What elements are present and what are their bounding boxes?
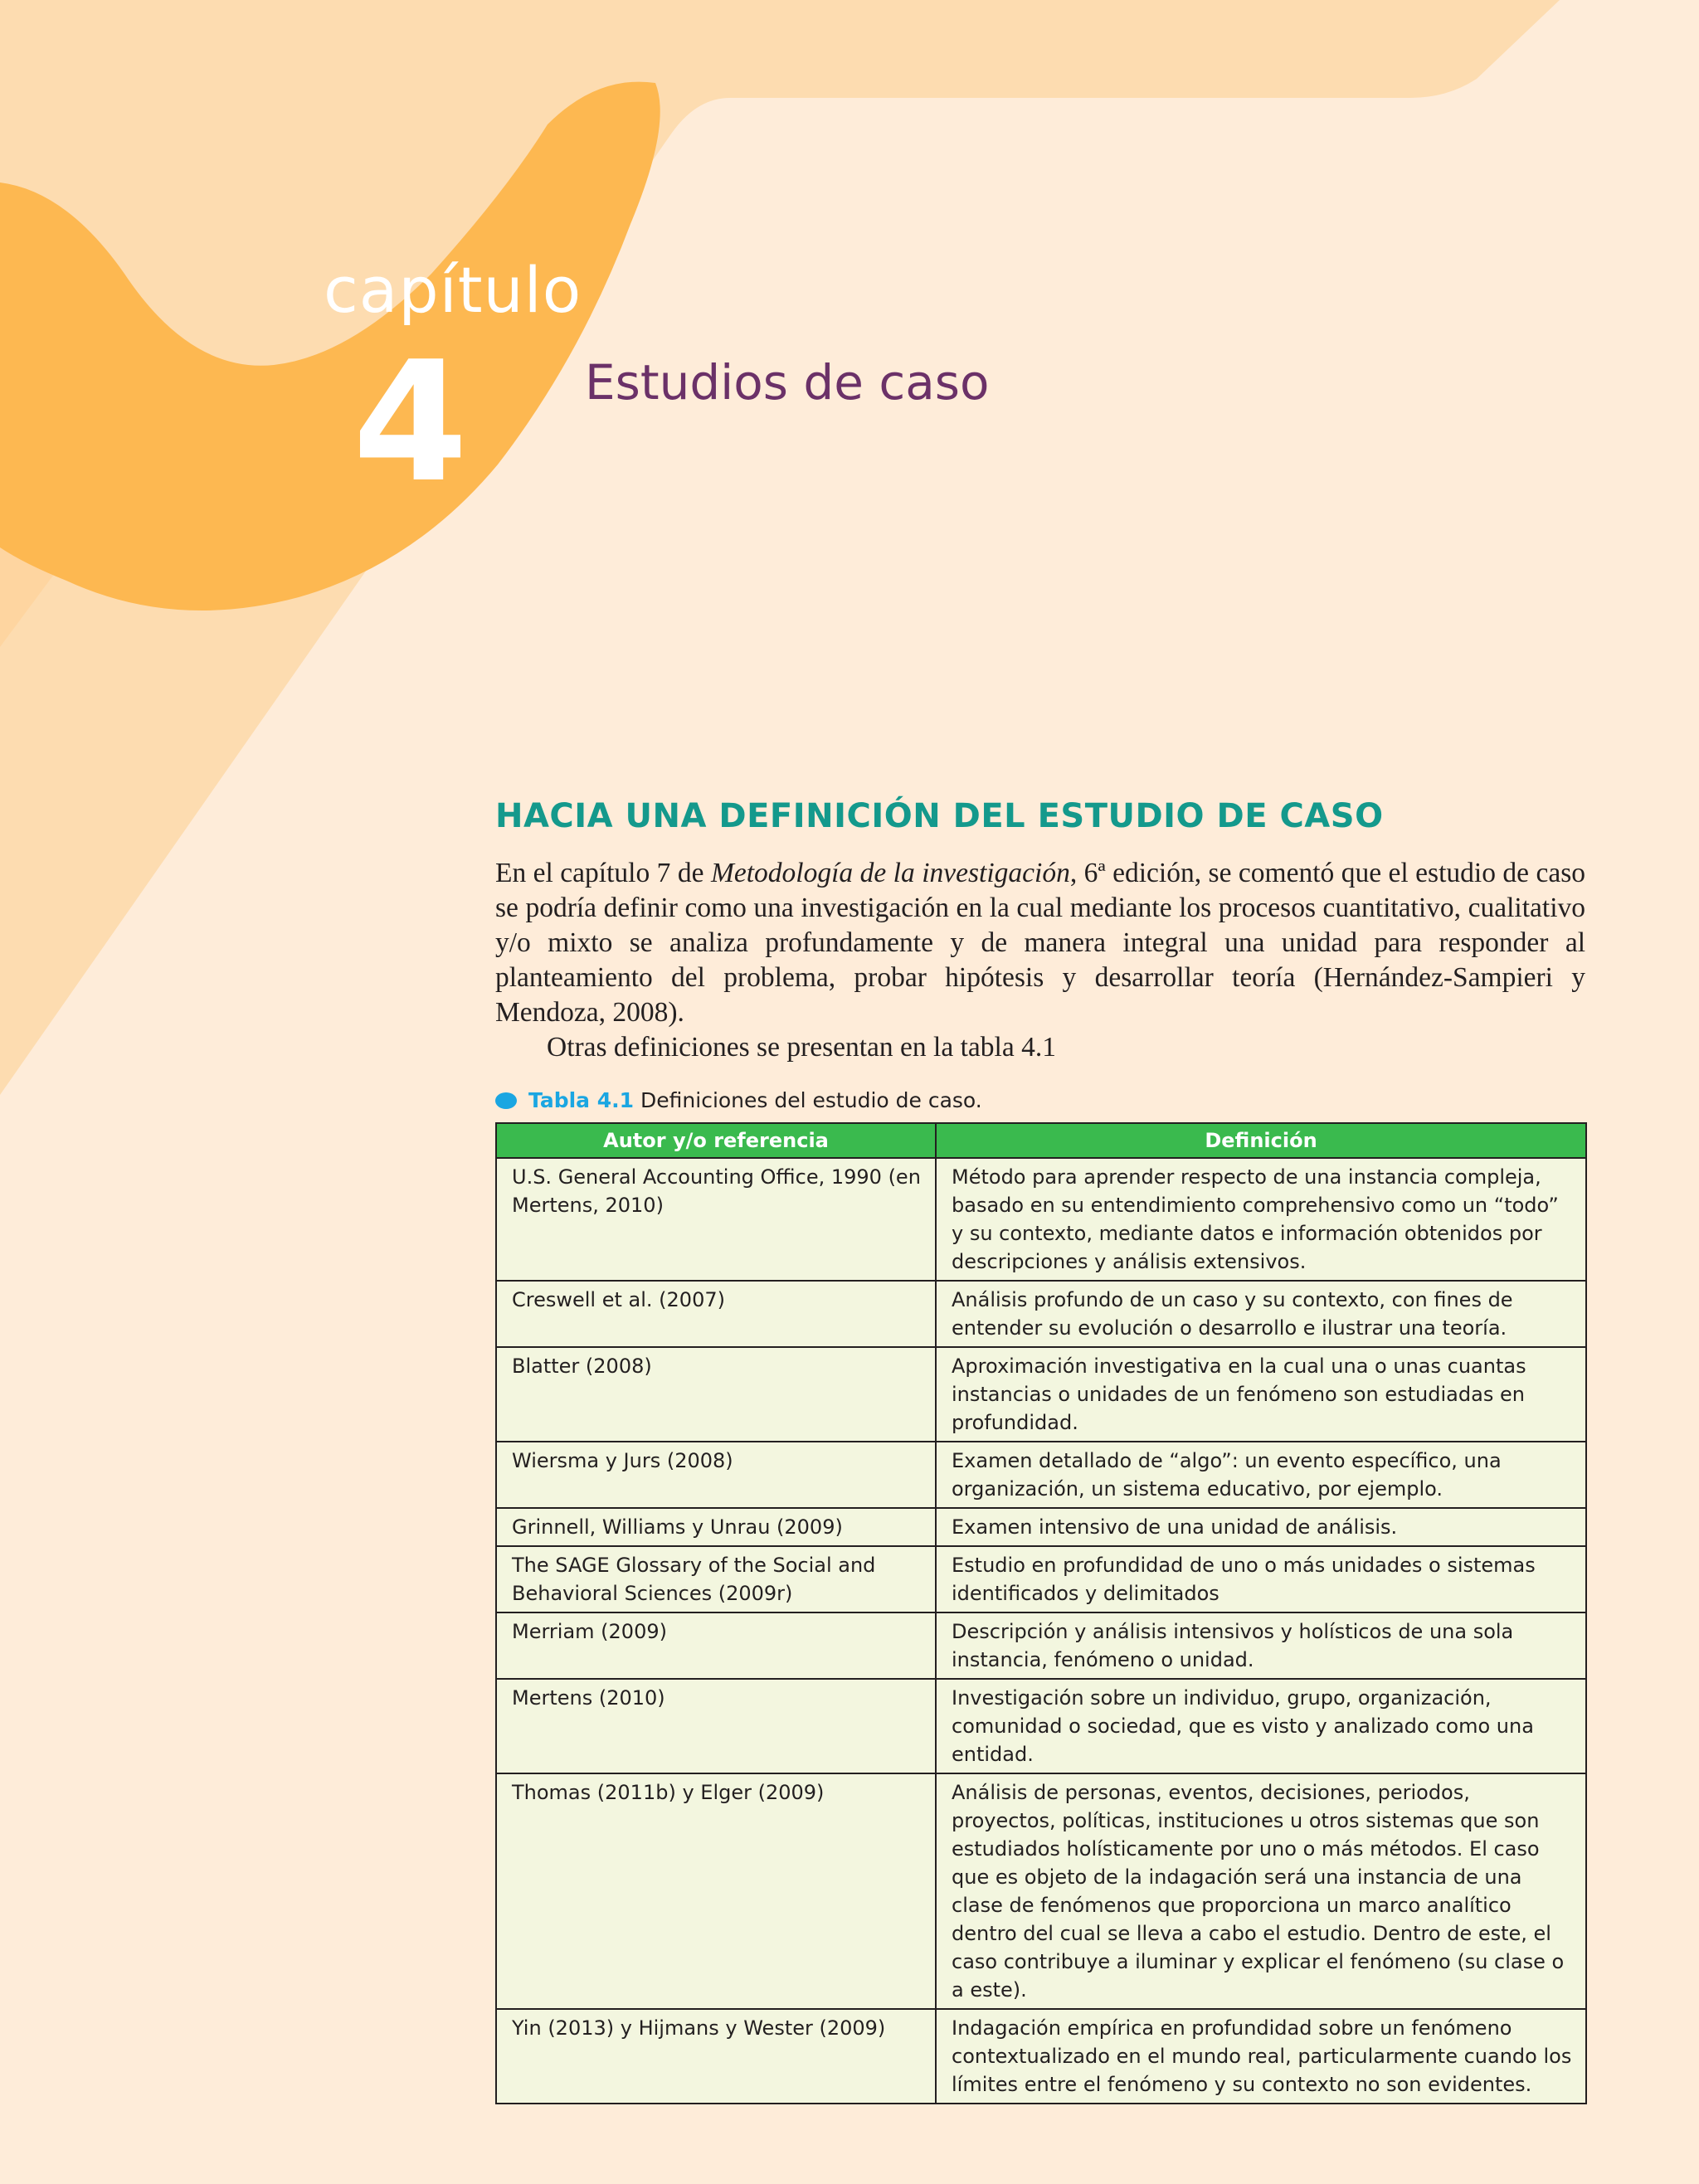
book-title: Metodología de la investigación	[710, 858, 1070, 888]
author-cell: Mertens (2010)	[496, 1679, 936, 1773]
table-row	[496, 1679, 1586, 1773]
definition-cell: Análisis de personas, eventos, decisiones, periodos, proyectos, políticas, instituciones u otros sistemas que son estudiados holísticamente por uno o más métodos. El caso que es objeto de la indagación será una instancia de una clase de fenómenos que proporciona un marco analítico dentro del cual se lleva a cabo el estudio. Dentro de este, el caso contribuye a iluminar y explicar el fenómeno (su clase o a este).	[936, 1773, 1586, 2009]
definition-cell: Indagación empírica en profundidad sobre un fenómeno contextualizado en el mundo real, particularmente cuando los límites entre el fenómeno y su contexto no son evidentes.	[936, 2009, 1586, 2104]
body-paragraph	[495, 856, 1585, 1030]
author-cell: Grinnell, Williams y Unrau (2009)	[496, 1508, 936, 1546]
author-cell: Yin (2013) y Hijmans y Wester (2009)	[496, 2009, 936, 2104]
table-row	[496, 2009, 1586, 2104]
author-cell: U.S. General Accounting Office, 1990 (en Mertens, 2010)	[496, 1158, 936, 1281]
main-content	[495, 796, 1585, 2104]
definition-cell: Aproximación investigativa en la cual una o unas cuantas instancias o unidades de un fenómeno son estudiadas en profundidad.	[936, 1347, 1586, 1442]
paragraph-text-end: , 6ª edición, se comentó que el estudio de caso se podría definir como una investigación en la cual mediante los procesos cuantitativo, cualitativo y/o mixto se analiza profundamente y de manera integral una unidad para responder al planteamiento del problema, probar hipótesis y desarrollar teoría (Hernández-Sampieri y Mendoza, 2008).	[495, 858, 1586, 1028]
author-cell: The SAGE Glossary of the Social and Behavioral Sciences (2009r)	[496, 1546, 936, 1612]
table-caption-label: Tabla 4.1	[528, 1088, 635, 1112]
definition-cell: Descripción y análisis intensivos y holísticos de una sola instancia, fenómeno o unidad.	[936, 1612, 1586, 1679]
paragraph-text-start: En el capítulo 7 de	[495, 858, 711, 888]
definition-cell: Estudio en profundidad de uno o más unidades o sistemas identificados y delimitados	[936, 1546, 1586, 1612]
table-row	[496, 1158, 1586, 1281]
table-caption-text: Definiciones del estudio de caso.	[640, 1088, 982, 1112]
table-header-row	[496, 1123, 1586, 1158]
definition-cell: Análisis profundo de un caso y su contexto, con fines de entender su evolución o desarrollo e ilustrar una teoría.	[936, 1281, 1586, 1347]
definition-cell: Investigación sobre un individuo, grupo, organización, comunidad o sociedad, que es visto y analizado como una entidad.	[936, 1679, 1586, 1773]
definition-cell: Examen intensivo de una unidad de análisis.	[936, 1508, 1586, 1546]
caption-bullet-icon	[495, 1092, 517, 1109]
author-cell: Blatter (2008)	[496, 1347, 936, 1442]
definition-cell: Método para aprender respecto de una instancia compleja, basado en su entendimiento comprehensivo como un “todo” y su contexto, mediante datos e información obtenidos por descripciones y análisis extensivos.	[936, 1158, 1586, 1281]
table-caption	[495, 1088, 1585, 1112]
table-row	[496, 1546, 1586, 1612]
table-row	[496, 1347, 1586, 1442]
author-cell: Creswell et al. (2007)	[496, 1281, 936, 1347]
author-cell: Merriam (2009)	[496, 1612, 936, 1679]
table-row	[496, 1773, 1586, 2009]
author-cell: Wiersma y Jurs (2008)	[496, 1442, 936, 1508]
chapter-title: Estudios de caso	[585, 354, 990, 411]
chapter-label: capítulo	[324, 253, 582, 327]
table-row	[496, 1442, 1586, 1508]
chapter-number: 4	[353, 326, 469, 519]
table-row	[496, 1281, 1586, 1347]
definitions-table	[495, 1122, 1587, 2104]
author-cell: Thomas (2011b) y Elger (2009)	[496, 1773, 936, 2009]
table-row	[496, 1612, 1586, 1679]
definition-cell: Examen detallado de “algo”: un evento específico, una organización, un sistema educativo, por ejemplo.	[936, 1442, 1586, 1508]
table-row	[496, 1508, 1586, 1546]
section-heading: HACIA UNA DEFINICIÓN DEL ESTUDIO DE CASO	[495, 797, 1384, 835]
column-header-definition: Definición	[936, 1123, 1586, 1158]
column-header-author: Autor y/o referencia	[496, 1123, 936, 1158]
body-paragraph-2: Otras definiciones se presentan en la tabla 4.1	[547, 1032, 1056, 1063]
